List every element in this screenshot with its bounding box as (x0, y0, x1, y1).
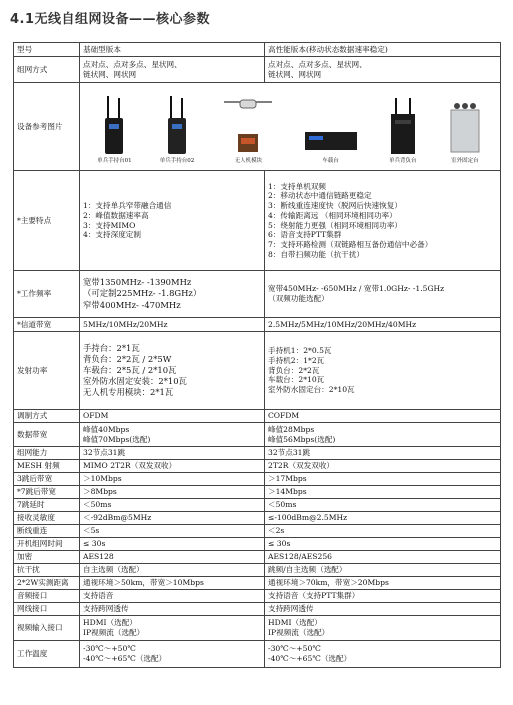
cell (80, 641, 265, 668)
cell: 支持跨网透传 (80, 603, 265, 616)
cell: ≤ 30s (265, 538, 501, 551)
device-vehicle (303, 96, 359, 165)
cell: 通视环境＞50km，带宽＞10Mbps (80, 577, 265, 590)
device-caption: 单兵背负台 (388, 158, 417, 165)
row-label: 视频输入接口 (14, 616, 80, 641)
table-row (14, 525, 501, 538)
row-label: *工作频率 (14, 271, 80, 318)
cell-line: 7：支持环路检测（双链路相互备份通信中必备） (268, 239, 433, 249)
cell-line: 车载台：2*5瓦 / 2*10瓦 (83, 364, 177, 375)
outdoor-box-icon (447, 96, 483, 156)
row-label: 7跳延时 (14, 499, 80, 512)
cell-line: 峰值56Mbps(选配) (268, 434, 336, 444)
cell: ＜2s (265, 525, 501, 538)
cell (80, 423, 265, 447)
table-row (14, 603, 501, 616)
drone-icon (222, 96, 274, 156)
row-label: 3跳后带宽 (14, 473, 80, 486)
cell: ＞8Mbps (80, 486, 265, 499)
row-label: *7跳后带宽 (14, 486, 80, 499)
cell-line: 峰值28Mbps (268, 424, 315, 434)
cell: ＞17Mbps (265, 473, 501, 486)
cell-line: 车载台：2*10瓦 (268, 375, 325, 385)
row-label: 开机组网时间 (14, 538, 80, 551)
row-label: 接收灵敏度 (14, 512, 80, 525)
row-label: 组网能力 (14, 447, 80, 460)
cell: COFDM (265, 410, 501, 423)
cell-line: 背负台：2*2瓦 (268, 365, 320, 375)
device-caption: 单兵手持台01 (97, 158, 132, 165)
cell-line: 宽带450MHz- -650MHz / 宽带1.0GHz- -1.5GHz (268, 284, 445, 294)
cell: 支持语音 (80, 590, 265, 603)
row-label: 加密 (14, 551, 80, 564)
table-row (14, 410, 501, 423)
cell: 支持跨网透传 (265, 603, 501, 616)
table-row (14, 423, 501, 447)
row-label: 抗干扰 (14, 564, 80, 577)
cell (265, 641, 501, 668)
cell-line: 8：自带扫频功能（抗干扰） (268, 249, 364, 259)
row-label: 设备参考图片 (14, 83, 80, 171)
row-label: 数据带宽 (14, 423, 80, 447)
cell: ＜-92dBm@5MHz (80, 512, 265, 525)
table-row (14, 473, 501, 486)
cell: 32节点31跳 (265, 447, 501, 460)
cell-line: 链状网、网状网 (268, 69, 322, 79)
handheld-radio-icon (103, 96, 125, 156)
device-caption: 室外固定台 (451, 158, 479, 165)
table-row (14, 43, 501, 57)
rack-unit-icon (303, 96, 359, 156)
table-row (14, 57, 501, 83)
table-row (14, 551, 501, 564)
table-row (14, 512, 501, 525)
cell: AES128 (80, 551, 265, 564)
cell-line: 窄带400MHz- -470MHz (83, 299, 181, 310)
cell-line: 无人机专用模块：2*1瓦 (83, 387, 174, 398)
table-row (14, 590, 501, 603)
device-images-cell (80, 83, 501, 171)
cell: MIMO 2T2R（双发双收） (80, 460, 265, 473)
cell: ＞10Mbps (80, 473, 265, 486)
cell (265, 332, 501, 410)
cell-line: （双频功能选配） (268, 294, 329, 303)
spec-table (13, 42, 501, 668)
cell: 2.5MHz/5MHz/10MHz/20MHz/40MHz (265, 318, 501, 332)
cell-line: HDMI（选配） (83, 618, 137, 628)
cell-line: IP视频流（选配） (268, 628, 330, 637)
cell-line: 峰值70Mbps(选配) (83, 434, 151, 444)
header-col1: 基础型版本 (80, 43, 265, 57)
row-label: *信道带宽 (14, 318, 80, 332)
table-row (14, 641, 501, 668)
device-handheld-01 (97, 96, 132, 165)
cell (80, 57, 265, 83)
cell-line: 4：支持深度定制 (83, 230, 141, 240)
header-label: 型号 (14, 43, 80, 57)
row-label: *主要特点 (14, 171, 80, 271)
cell: ≤ 30s (80, 538, 265, 551)
cell: ＞14Mbps (265, 486, 501, 499)
cell (265, 423, 501, 447)
cell: 通视环境＞70km，带宽＞20Mbps (265, 577, 501, 590)
cell: 32节点31跳 (80, 447, 265, 460)
device-caption: 单兵手持台02 (159, 158, 195, 165)
cell (80, 616, 265, 641)
cell-line: 宽带1350MHz- -1390MHz (83, 277, 192, 288)
cell-line: 2：峰值数据速率高 (83, 210, 149, 220)
row-label: MESH 射频 (14, 460, 80, 473)
cell-line: 链状网、网状网 (83, 69, 137, 79)
cell (265, 171, 501, 271)
cell-line: -40℃～+65℃（选配） (83, 654, 167, 663)
table-row (14, 577, 501, 590)
cell-line: 点对点、点对多点、星状网、 (83, 59, 182, 69)
cell-line: -30℃～+50℃ (83, 644, 136, 654)
device-backpack (387, 96, 419, 165)
row-label: 音频接口 (14, 590, 80, 603)
cell-line: 峰值40Mbps (83, 424, 130, 434)
table-row (14, 318, 501, 332)
cell-line: 1：支持单机双频 (268, 181, 326, 191)
row-label: 调制方式 (14, 410, 80, 423)
table-row (14, 538, 501, 551)
device-outdoor (447, 96, 483, 165)
table-row (14, 447, 501, 460)
row-label: 网线接口 (14, 603, 80, 616)
device-caption: 车载台 (322, 158, 339, 165)
cell: ＜50ms (265, 499, 501, 512)
cell: ≤-100dBm@2.5MHz (265, 512, 501, 525)
cell-line: 手持机2：1*2瓦 (268, 355, 325, 365)
cell-line: IP视频流（选配） (83, 628, 145, 637)
cell-line: 背负台：2*2瓦 / 2*5W (83, 353, 172, 364)
cell-line: 6：语音支持PTT集群 (268, 230, 342, 240)
cell (80, 332, 265, 410)
cell: ＜50ms (80, 499, 265, 512)
cell-line: （可定制225MHz- -1.8GHz） (83, 288, 202, 299)
row-label: 发射功率 (14, 332, 80, 410)
row-label: 断线重连 (14, 525, 80, 538)
header-col2: 高性能版本(移动状态数据速率稳定) (265, 43, 501, 57)
row-label: 工作温度 (14, 641, 80, 668)
cell-line: 3：断线重连速度快（脱网后快速恢复） (268, 201, 402, 211)
table-row (14, 332, 501, 410)
cell: 自主选频（选配） (80, 564, 265, 577)
table-row (14, 499, 501, 512)
cell-line: 4：传输距离远 （相同环境相同功率） (268, 210, 397, 220)
cell-line: 5：绕射能力更强（相同环境相同功率） (268, 220, 402, 230)
cell: 5MHz/10MHz/20MHz (80, 318, 265, 332)
cell-line: 1：支持单兵窄带融合通信 (83, 201, 172, 211)
cell: 支持语音（支持PTT集群） (265, 590, 501, 603)
page-title: 4.1无线自组网设备——核心参数 (10, 12, 211, 27)
row-label: 2*2W实测距离 (14, 577, 80, 590)
table-row (14, 616, 501, 641)
cell (80, 271, 265, 318)
cell (80, 171, 265, 271)
cell (265, 57, 501, 83)
cell-line: -40℃～+65℃（选配） (268, 654, 352, 663)
cell: 跳频/自主选频（选配） (265, 564, 501, 577)
row-label: 组网方式 (14, 57, 80, 83)
device-drone (222, 96, 274, 165)
cell-line: 点对点、点对多点、星状网、 (268, 59, 367, 69)
cell-line: 手持机1：2*0.5瓦 (268, 346, 332, 356)
table-row (14, 171, 501, 271)
backpack-radio-icon (387, 96, 419, 156)
cell: ＜5s (80, 525, 265, 538)
device-handheld-02 (160, 96, 195, 165)
device-caption: 无人机模块 (234, 158, 263, 165)
cell-line: 手持台：2*1瓦 (83, 342, 140, 353)
table-row (14, 460, 501, 473)
cell-line: 3：支持MIMO (83, 220, 136, 230)
table-row (14, 486, 501, 499)
cell-line: 室外防水固定安装：2*10瓦 (83, 376, 187, 387)
handheld-radio-icon (166, 96, 188, 156)
table-row (14, 564, 501, 577)
cell-line: -30℃～+50℃ (268, 644, 321, 654)
cell-line: 2：移动状态中通信链路更稳定 (268, 191, 372, 201)
cell-line: 室外防水固定台：2*10瓦 (268, 385, 355, 395)
cell: OFDM (80, 410, 265, 423)
cell: AES128/AES256 (265, 551, 501, 564)
cell-line: HDMI（选配） (268, 618, 322, 628)
cell (265, 271, 501, 318)
cell (265, 616, 501, 641)
table-row (14, 271, 501, 318)
table-row (14, 83, 501, 171)
cell: 2T2R（双发双收） (265, 460, 501, 473)
